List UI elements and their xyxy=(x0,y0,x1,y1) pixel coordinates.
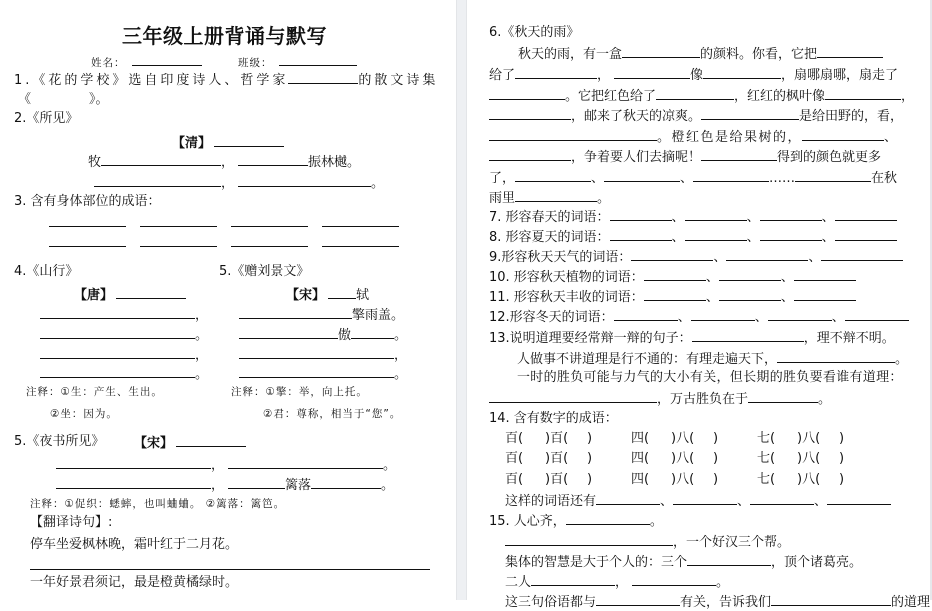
q5b-line1 xyxy=(56,456,396,474)
q6-blank[interactable] xyxy=(825,87,901,100)
q2-author-blank[interactable] xyxy=(214,134,284,147)
q14-more-row xyxy=(505,492,891,510)
q11-row xyxy=(489,288,856,306)
punct: ， xyxy=(195,348,209,363)
q6-text: ，争着要人们去摘呢！ xyxy=(571,150,702,165)
q6-text: ，红红的枫叶像 xyxy=(734,89,826,104)
q13-blank[interactable] xyxy=(748,390,818,403)
q6-text: 在秋 xyxy=(871,171,898,186)
q2-author-row xyxy=(172,134,284,152)
q6-text: 。它把红色给了 xyxy=(565,89,657,104)
q2-blank[interactable] xyxy=(238,174,371,187)
translate-line2: 一年好景君须记，最是橙黄橘绿时。 xyxy=(30,575,239,590)
q6-heading: 6.《秋天的雨》 xyxy=(489,25,580,40)
q2-heading: 2.《所见》 xyxy=(14,111,79,126)
q5b-heading: 5.《夜书所见》 xyxy=(14,434,105,449)
poem-blank[interactable] xyxy=(228,476,285,489)
q10-row xyxy=(489,268,856,286)
idiom-cell[interactable]: ) xyxy=(839,451,845,466)
q15-blank[interactable] xyxy=(687,553,771,566)
punct: ， xyxy=(394,348,408,363)
q6-blank[interactable] xyxy=(489,107,571,120)
word-blank[interactable] xyxy=(768,308,832,321)
q5a-author-row xyxy=(286,286,369,304)
q2-line2 xyxy=(94,174,384,192)
q6-text: ， xyxy=(901,89,915,104)
idiom-cell[interactable]: ) xyxy=(839,472,845,487)
q4-heading: 4.《山行》 xyxy=(14,264,79,279)
q15-text: ，顶个诸葛亮。 xyxy=(771,555,863,570)
punct: 。 xyxy=(383,458,397,473)
q6-text: 秋天的雨，有一盒 xyxy=(518,47,623,62)
sep: 、 xyxy=(821,210,835,225)
q6-blank[interactable] xyxy=(701,107,799,120)
q5a-text: 傲 xyxy=(338,328,352,343)
idiom-blank[interactable] xyxy=(231,214,308,227)
q9-row xyxy=(489,248,903,266)
sep: 、 xyxy=(780,290,794,305)
q5b-text: 篱落 xyxy=(285,478,312,493)
idiom-blank[interactable] xyxy=(231,234,308,247)
punct: ， xyxy=(195,308,209,323)
word-blank[interactable] xyxy=(726,248,808,261)
q15-blank[interactable] xyxy=(566,512,650,525)
name-blank[interactable] xyxy=(132,53,202,66)
q6-text: 像 xyxy=(690,68,704,83)
q5b-dynasty: 【宋】 xyxy=(134,436,174,451)
q6-line1 xyxy=(518,45,883,63)
word-blank[interactable] xyxy=(685,228,747,241)
q2-blank[interactable] xyxy=(94,174,221,187)
word-blank[interactable] xyxy=(610,208,672,221)
q6-line3 xyxy=(489,87,914,105)
q15-text: 。 xyxy=(649,514,663,529)
q13-text: ，万古胜负在于 xyxy=(657,392,749,407)
q6-blank[interactable] xyxy=(489,87,565,100)
q13-line4 xyxy=(489,390,831,408)
q2-blank[interactable] xyxy=(101,153,221,166)
word-blank[interactable] xyxy=(821,248,903,261)
q15-text: 15. 人心齐， xyxy=(489,514,566,529)
q14-row xyxy=(505,431,849,447)
q2-line1 xyxy=(88,153,360,171)
idiom-cell[interactable]: 七( xyxy=(757,472,776,487)
translate-blank[interactable] xyxy=(30,557,430,570)
q5a-note2: ②君：尊称，相当于“您”。 xyxy=(263,408,402,420)
poem-blank[interactable] xyxy=(40,365,195,378)
sep: 、 xyxy=(677,310,691,325)
sep: 、 xyxy=(746,210,760,225)
sep: 、 xyxy=(780,270,794,285)
word-blank[interactable] xyxy=(760,228,822,241)
word-blank[interactable] xyxy=(794,268,856,281)
q15-line1 xyxy=(489,512,663,530)
name-field-row xyxy=(91,53,202,71)
idiom-cell[interactable]: ) xyxy=(587,472,593,487)
word-blank[interactable] xyxy=(794,288,856,301)
q6-blank[interactable] xyxy=(489,128,657,141)
q6-blank[interactable] xyxy=(703,66,781,79)
poem-blank[interactable] xyxy=(40,306,195,319)
q5b-line2 xyxy=(56,476,394,494)
class-field-row xyxy=(238,53,357,71)
page-title: 三年级上册背诵与默写 xyxy=(122,24,327,48)
q6-blank[interactable] xyxy=(515,66,597,79)
q6-blank[interactable] xyxy=(515,169,591,182)
word-blank[interactable] xyxy=(631,248,713,261)
poem-blank[interactable] xyxy=(239,326,338,339)
q12-label: 12.形容冬天的词语： xyxy=(489,310,614,325)
name-label: 姓名： xyxy=(91,57,126,69)
class-label: 班级： xyxy=(238,57,273,69)
q6-blank[interactable] xyxy=(802,128,884,141)
q6-blank[interactable] xyxy=(693,169,769,182)
q15-blank[interactable] xyxy=(596,593,680,606)
q4-note2: ②坐：因为。 xyxy=(50,408,118,420)
word-blank[interactable] xyxy=(835,208,897,221)
q6-text: 是给田野的，看， xyxy=(799,109,904,124)
q6-text: …… xyxy=(769,171,796,186)
poem-blank[interactable] xyxy=(56,456,211,469)
q4-line1 xyxy=(40,306,208,324)
idiom-blank[interactable] xyxy=(49,234,126,247)
q5a-author-blank[interactable] xyxy=(328,286,356,299)
sep: 、 xyxy=(821,230,835,245)
idiom-blank[interactable] xyxy=(140,214,217,227)
sep: 、 xyxy=(671,230,685,245)
idiom-cell[interactable]: 百( xyxy=(505,431,524,446)
idiom-cell[interactable]: )八( xyxy=(797,472,821,487)
q5a-dynasty: 【宋】 xyxy=(286,288,326,303)
q2-text: 牧 xyxy=(88,155,102,170)
page-gutter xyxy=(456,0,467,600)
word-blank[interactable] xyxy=(673,492,737,505)
idiom-cell[interactable]: 七( xyxy=(757,431,776,446)
poem-blank[interactable] xyxy=(56,476,211,489)
idiom-cell[interactable]: 七( xyxy=(757,451,776,466)
q5a-author-tail: 轼 xyxy=(356,288,370,303)
word-blank[interactable] xyxy=(644,288,706,301)
q5a-text: 。 xyxy=(394,328,408,343)
word-blank[interactable] xyxy=(719,288,781,301)
q15-text: ， xyxy=(615,575,629,590)
q3-heading: 3. 含有身体部位的成语： xyxy=(14,194,161,209)
q15-text: ，一个好汉三个帮。 xyxy=(673,535,791,550)
punct: ， xyxy=(211,478,225,493)
q5b-note: 注释：①促织：蟋蟀，也叫蛐蛐。 ②篱落：篱笆。 xyxy=(30,498,286,510)
idiom-cell[interactable]: ) xyxy=(713,451,719,466)
q6-blank[interactable] xyxy=(489,148,571,161)
translate-heading: 【翻译诗句】: xyxy=(30,515,113,530)
idiom-cell[interactable]: 四( xyxy=(631,472,650,487)
q15-line3 xyxy=(505,553,862,571)
word-blank[interactable] xyxy=(719,268,781,281)
q6-text: ， xyxy=(597,68,611,83)
q1-blank-author[interactable] xyxy=(288,71,358,84)
q8-label: 8. 形容夏天的词语： xyxy=(489,230,610,245)
poem-blank[interactable] xyxy=(40,326,195,339)
q1-line1 xyxy=(14,71,438,89)
q5a-line2 xyxy=(239,326,407,344)
q6-line2 xyxy=(489,66,898,84)
idiom-cell[interactable]: ) xyxy=(713,472,719,487)
q6-blank[interactable] xyxy=(817,45,883,58)
idiom-cell[interactable]: )八( xyxy=(671,472,695,487)
q14-more-label: 这样的词语还有 xyxy=(505,494,597,509)
idiom-blank[interactable] xyxy=(49,214,126,227)
q6-text: 、 xyxy=(591,171,605,186)
idiom-blank[interactable] xyxy=(322,234,399,247)
q6-text: ，邮来了秋天的凉爽。 xyxy=(571,109,702,124)
sep: 、 xyxy=(814,494,828,509)
poem-blank[interactable] xyxy=(239,365,394,378)
q13-text: 。 xyxy=(818,392,832,407)
q3-blanks-row2 xyxy=(49,234,399,252)
q15-text: 这三句俗语都与 xyxy=(505,595,597,610)
q5a-heading: 5.《赠刘景文》 xyxy=(219,264,310,279)
punct: 。 xyxy=(394,367,408,382)
word-blank[interactable] xyxy=(760,208,822,221)
sep: 、 xyxy=(831,310,845,325)
idiom-cell[interactable]: ) xyxy=(713,431,719,446)
q15-line5 xyxy=(505,593,930,611)
q6-line8 xyxy=(489,189,610,207)
q15-blank[interactable] xyxy=(771,593,891,606)
idiom-cell[interactable]: )八( xyxy=(797,451,821,466)
q11-label: 11. 形容秋天丰收的词语： xyxy=(489,290,644,305)
idiom-cell[interactable]: )八( xyxy=(671,451,695,466)
q15-line2 xyxy=(505,533,790,551)
q15-blank[interactable] xyxy=(505,533,673,546)
q1-text: 的散文诗集 xyxy=(358,73,439,88)
poem-blank[interactable] xyxy=(40,346,195,359)
q6-blank[interactable] xyxy=(701,148,777,161)
q6-text: 、 xyxy=(884,130,898,145)
q5a-line1 xyxy=(239,306,404,324)
q2-text: 。 xyxy=(371,176,385,191)
q4-dynasty: 【唐】 xyxy=(74,288,114,303)
punct: 。 xyxy=(195,367,209,382)
q4-note1: 注释：①生：产生、生出。 xyxy=(26,386,163,398)
q6-text: ，扇哪扇哪，扇走了 xyxy=(781,68,899,83)
document-page-right xyxy=(467,0,931,610)
q7-row xyxy=(489,208,897,226)
q5a-line3 xyxy=(239,346,407,364)
q15-blank[interactable] xyxy=(531,573,615,586)
q6-text: 雨里 xyxy=(489,191,516,206)
q13-line2 xyxy=(517,350,908,368)
q4-author-blank[interactable] xyxy=(116,286,186,299)
q6-text: 给了 xyxy=(489,68,516,83)
q15-text: 。 xyxy=(716,575,730,590)
q5b-author-row xyxy=(134,434,246,452)
idiom-cell[interactable]: ) xyxy=(839,431,845,446)
word-blank[interactable] xyxy=(835,228,897,241)
document-page-left xyxy=(0,0,456,600)
q13-text: 13.说明道理要经常辩一辩的句子： xyxy=(489,331,692,346)
q13-line1 xyxy=(489,329,895,347)
q15-text: 的道理 xyxy=(891,595,931,610)
sep: 、 xyxy=(671,210,685,225)
word-blank[interactable] xyxy=(691,308,755,321)
q12-row xyxy=(489,308,909,326)
idiom-cell[interactable]: 百( xyxy=(505,472,524,487)
punct: 。 xyxy=(195,328,209,343)
word-blank[interactable] xyxy=(614,308,678,321)
punct: ， xyxy=(211,458,225,473)
word-blank[interactable] xyxy=(750,492,814,505)
q6-text: 。 xyxy=(597,191,611,206)
sep: 、 xyxy=(737,494,751,509)
q6-line4 xyxy=(489,107,903,125)
sep: 、 xyxy=(705,290,719,305)
sep: 、 xyxy=(713,250,727,265)
q13-line3: 一时的胜负可能与力气的大小有关，但长期的胜负要看谁有道理： xyxy=(517,370,903,385)
q1-line2 xyxy=(18,92,109,108)
q6-text: 得到的颜色就更多 xyxy=(777,150,882,165)
q9-label: 9.形容秋天天气的词语： xyxy=(489,250,632,265)
q15-text: 集体的智慧是大于个人的：三个 xyxy=(505,555,688,570)
idiom-cell[interactable]: )八( xyxy=(671,431,695,446)
q14-heading: 14. 含有数字的成语： xyxy=(489,411,618,426)
q13-blank[interactable] xyxy=(489,390,657,403)
sep: 、 xyxy=(705,270,719,285)
q13-blank[interactable] xyxy=(692,329,804,342)
poem-blank[interactable] xyxy=(311,476,381,489)
q14-row xyxy=(505,472,849,488)
q2-blank[interactable] xyxy=(238,153,308,166)
word-blank[interactable] xyxy=(644,268,706,281)
q6-blank[interactable] xyxy=(795,169,871,182)
poem-blank[interactable] xyxy=(351,326,394,339)
sep: 、 xyxy=(808,250,822,265)
sep: 、 xyxy=(746,230,760,245)
q6-blank[interactable] xyxy=(604,169,680,182)
idiom-cell[interactable]: ) xyxy=(587,451,593,466)
q13-blank[interactable] xyxy=(777,350,895,363)
poem-blank[interactable] xyxy=(239,346,394,359)
q2-text: ， xyxy=(221,155,235,170)
q5a-note1: 注释：①擎：举，向上托。 xyxy=(231,386,368,398)
q6-blank[interactable] xyxy=(656,87,734,100)
word-blank[interactable] xyxy=(685,208,747,221)
q8-row xyxy=(489,228,897,246)
q4-author-row xyxy=(74,286,186,304)
class-blank[interactable] xyxy=(279,53,357,66)
q5a-text: 擎雨盖。 xyxy=(352,308,405,323)
q6-text: 了， xyxy=(489,171,516,186)
word-blank[interactable] xyxy=(610,228,672,241)
idiom-cell[interactable]: 四( xyxy=(631,451,650,466)
q2-text: 振林樾。 xyxy=(308,155,361,170)
q4-line4 xyxy=(40,365,208,383)
poem-blank[interactable] xyxy=(228,456,383,469)
q10-label: 10. 形容秋天植物的词语： xyxy=(489,270,644,285)
q4-line3 xyxy=(40,346,208,364)
q6-blank[interactable] xyxy=(614,66,690,79)
q13-text: 人做事不讲道理是行不通的：有理走遍天下， xyxy=(517,352,778,367)
q6-blank[interactable] xyxy=(515,189,597,202)
translate-answer-row xyxy=(30,557,430,575)
q7-label: 7. 形容春天的词语： xyxy=(489,210,610,225)
q13-text: ，理不辩不明。 xyxy=(803,331,895,346)
q5b-author-blank[interactable] xyxy=(176,434,246,447)
q15-line4 xyxy=(505,573,729,591)
sep: 、 xyxy=(754,310,768,325)
q6-text: 的颜料。你看，它把 xyxy=(700,47,818,62)
q15-blank[interactable] xyxy=(632,573,716,586)
q1-text: 1.《花的学校》选自印度诗人、哲学家 xyxy=(14,73,289,88)
q15-text: 有关，告诉我们 xyxy=(680,595,772,610)
word-blank[interactable] xyxy=(596,492,660,505)
idiom-blank[interactable] xyxy=(322,214,399,227)
idiom-cell[interactable]: )百( xyxy=(545,451,569,466)
idiom-cell[interactable]: 四( xyxy=(631,431,650,446)
q5a-line4 xyxy=(239,365,407,383)
q6-text: 、 xyxy=(680,171,694,186)
q2-text: ， xyxy=(221,176,235,191)
sep: 、 xyxy=(660,494,674,509)
q14-row xyxy=(505,451,849,467)
q3-blanks-row1 xyxy=(49,214,399,232)
q1-bracket-open: 《 xyxy=(18,92,32,107)
q6-line7 xyxy=(489,169,897,187)
idiom-cell[interactable]: )百( xyxy=(545,431,569,446)
word-blank[interactable] xyxy=(845,308,909,321)
q2-dynasty: 【清】 xyxy=(172,136,212,151)
q13-text: 。 xyxy=(895,352,909,367)
punct: 。 xyxy=(381,478,395,493)
idiom-cell[interactable]: 百( xyxy=(505,451,524,466)
idiom-cell[interactable]: ) xyxy=(587,431,593,446)
q4-line2 xyxy=(40,326,208,344)
q6-text: 。橙红色是给果树的， xyxy=(657,130,803,145)
word-blank[interactable] xyxy=(827,492,891,505)
q15-text: 二人 xyxy=(505,575,532,590)
poem-blank[interactable] xyxy=(239,306,352,319)
translate-line1: 停车坐爱枫林晚，霜叶红于二月花。 xyxy=(30,537,239,552)
q6-blank[interactable] xyxy=(622,45,700,58)
idiom-cell[interactable]: )百( xyxy=(545,472,569,487)
idiom-cell[interactable]: )八( xyxy=(797,431,821,446)
idiom-blank[interactable] xyxy=(140,234,217,247)
q6-line5 xyxy=(489,128,897,146)
q6-line6 xyxy=(489,148,881,166)
q1-bracket-close: 》。 xyxy=(89,92,109,107)
